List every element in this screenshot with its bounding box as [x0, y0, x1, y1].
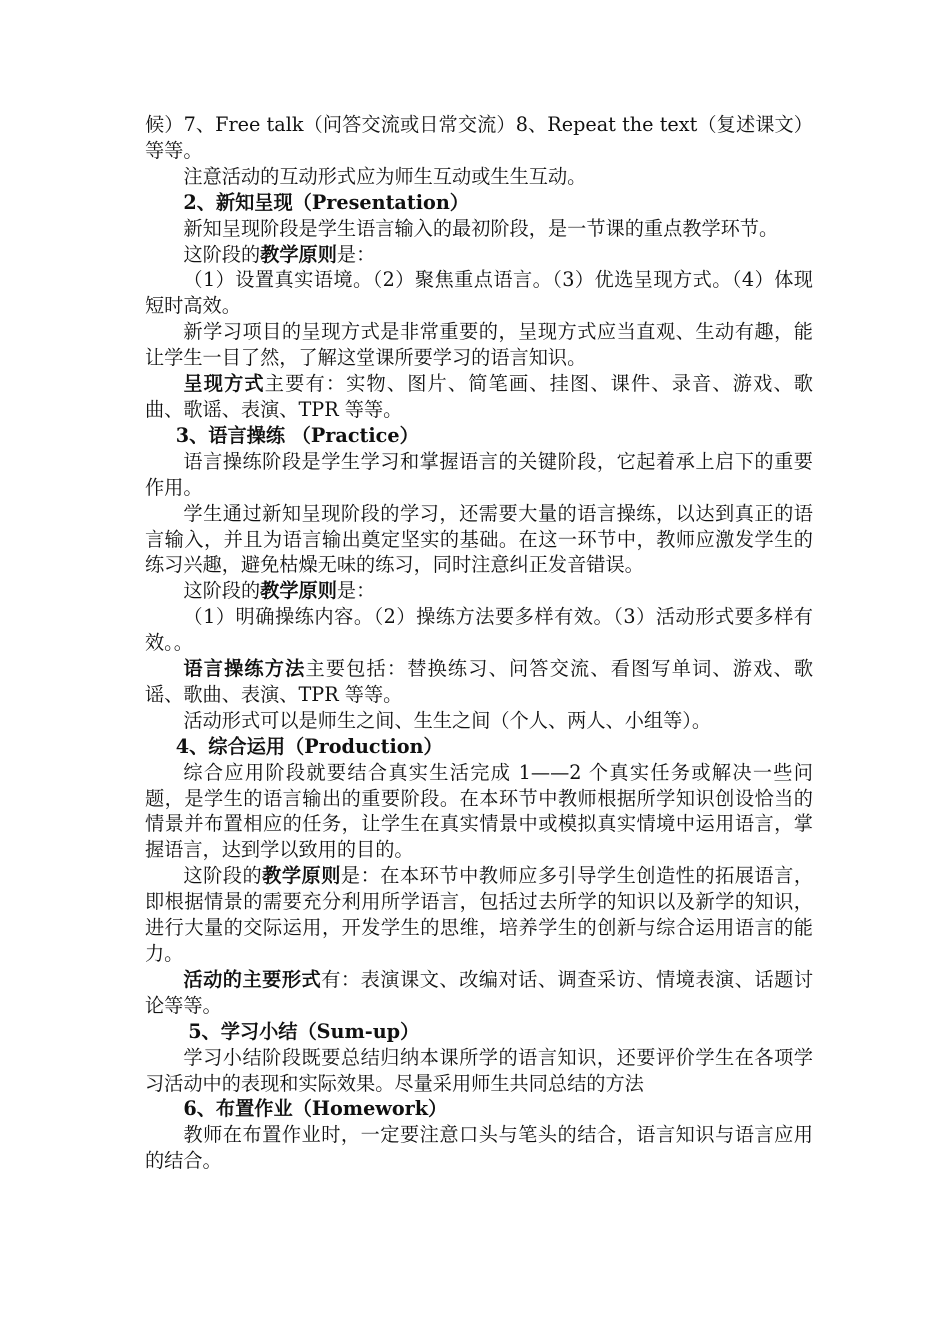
- paragraph: 综合应用阶段就要结合真实生活完成 1——2 个真实任务或解决一些问题，是学生的语言输出的重要阶段。在本环节中教师根据所学知识创设恰当的情景并布置相应的任务，让学生在真实情景中或模拟真实情境中运用语言，掌握语言，达到学以致用的目的。: [145, 760, 813, 862]
- document-body: [145, 112, 813, 1174]
- text-run: 主要包括：替换练习、问答交流、看图写单词、游戏、歌谣、歌曲、表演、TPR 等等。: [145, 657, 814, 706]
- paragraph: 语言操练阶段是学生学习和掌握语言的关键阶段，它起着承上启下的重要作用。: [145, 449, 813, 499]
- paragraph: 学生通过新知呈现阶段的学习，还需要大量的语言操练，以达到真正的语言输入，并且为语言输出奠定坚实的基础。在这一环节中，教师应激发学生的练习兴趣，避免枯燥无味的练习，同时注意纠正发音错误。: [145, 501, 813, 577]
- paragraph: 候）7、Free talk（问答交流或日常交流）8、Repeat the text（复述课文）等等。: [145, 113, 813, 162]
- bold-term: 语言操练方法: [183, 657, 306, 681]
- section-heading-practice: 3、语言操练 （Practice）: [175, 423, 419, 447]
- text-run: 是：: [336, 579, 376, 603]
- section-heading-presentation: 2、新知呈现（Presentation）: [183, 190, 469, 214]
- bold-term: 教学原则: [260, 579, 337, 603]
- paragraph: [145, 242, 813, 268]
- text-run: 这阶段的: [183, 579, 261, 603]
- paragraph: 新学习项目的呈现方式是非常重要的，呈现方式应当直观、生动有趣，能让学生一目了然，了解这堂课所要学习的语言知识。: [145, 320, 813, 370]
- section-heading-production: 4、综合运用（Production）: [175, 734, 443, 758]
- paragraph: 学习小结阶段既要总结归纳本课所学的语言知识，还要评价学生在各项学习活动中的表现和实际效果。尽量采用师生共同总结的方法: [145, 1045, 813, 1095]
- paragraph: 注意活动的互动形式应为师生互动或生生互动。: [183, 164, 587, 188]
- text-run: 这阶段的: [183, 864, 263, 888]
- text-run: 主要有：实物、图片、简笔画、挂图、课件、录音、游戏、歌曲、歌谣、表演、TPR 等等。: [145, 372, 813, 421]
- section-heading-sum-up: 5、学习小结（Sum-up）: [188, 1019, 420, 1043]
- paragraph: [145, 371, 813, 423]
- paragraph: （1）设置真实语境。（2）聚焦重点语言。（3）优选呈现方式。（4）体现短时高效。: [145, 268, 813, 318]
- bold-term: 教学原则: [262, 864, 341, 888]
- bold-term: 呈现方式: [183, 372, 265, 396]
- paragraph: （1）明确操练内容。（2）操练方法要多样有效。（3）活动形式要多样有效。。: [145, 605, 813, 655]
- bold-term: 活动的主要形式: [183, 967, 322, 991]
- text-run: 是：: [336, 242, 376, 266]
- text-run: 这阶段的: [183, 242, 261, 266]
- paragraph: 新知呈现阶段是学生语言输入的最初阶段，是一节课的重点教学环节。: [183, 216, 779, 240]
- paragraph: 活动形式可以是师生之间、生生之间（个人、两人、小组等）。: [183, 708, 712, 732]
- paragraph: [145, 578, 813, 604]
- section-heading-homework: 6、布置作业（Homework）: [183, 1097, 448, 1121]
- paragraph: [145, 656, 813, 708]
- bold-term: 教学原则: [260, 242, 337, 266]
- paragraph: [145, 967, 813, 1019]
- text-run: 是：在本环节中教师应多引导学生创造性的拓展语言，即根据情景的需要充分利用所学语言，包括过去所学的知识以及新学的知识，进行大量的交际运用，开发学生的思维，培养学生的创新与综合运用语言的能力。: [145, 864, 814, 965]
- text-run: 有：表演课文、改编对话、调查采访、情境表演、话题讨论等等。: [145, 967, 814, 1017]
- paragraph: 教师在布置作业时，一定要注意口头与笔头的结合，语言知识与语言应用的结合。: [145, 1123, 813, 1173]
- paragraph: [145, 863, 813, 967]
